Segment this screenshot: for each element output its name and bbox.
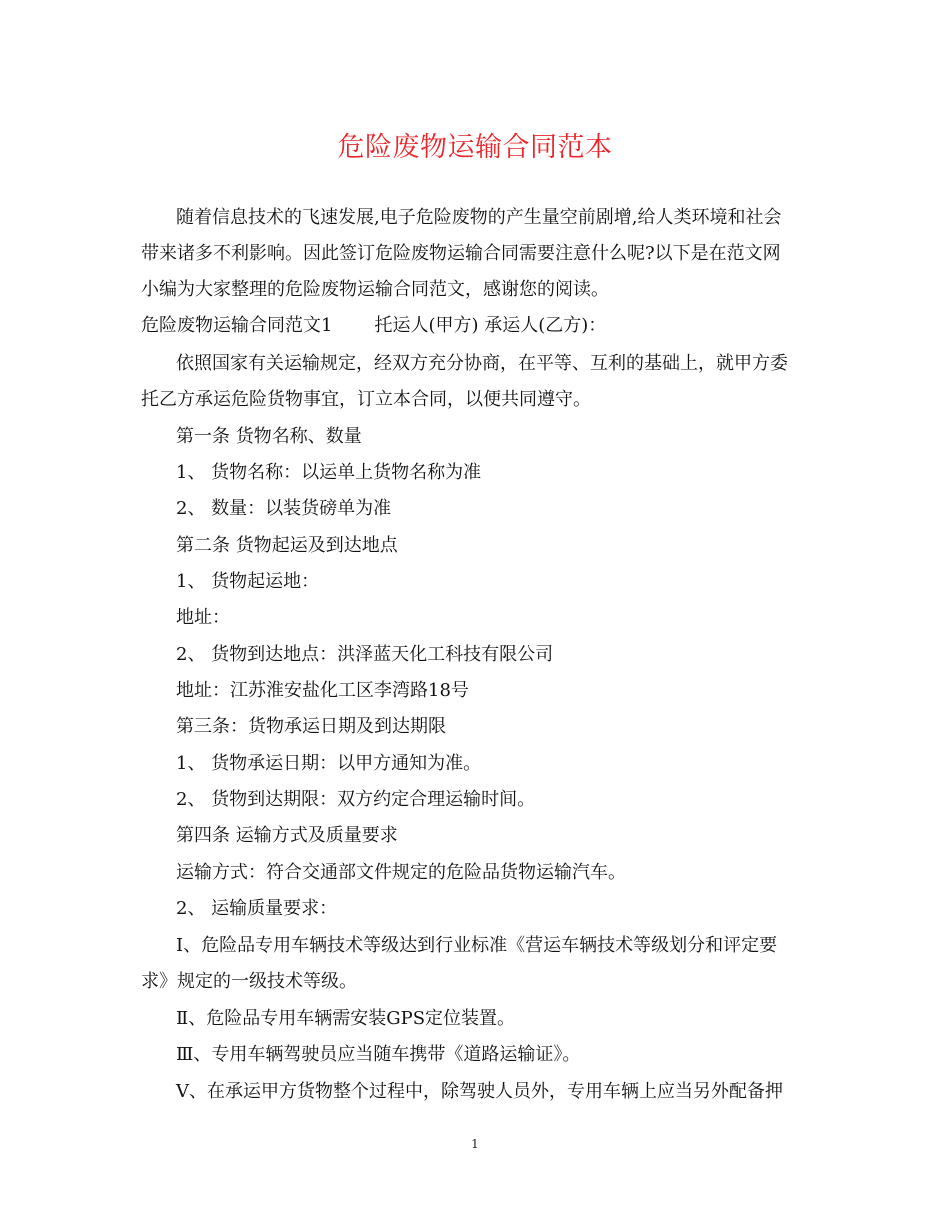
requirement-1-line-2: 求》规定的一级技术等级。 — [141, 971, 357, 992]
document-title: 危险废物运输合同范本 — [337, 132, 613, 163]
article-1-item-2: 2、 数量：以装货磅单为准 — [176, 498, 392, 519]
preamble-line-1: 依照国家有关运输规定，经双方充分协商，在平等、互利的基础上，就甲方委 — [176, 353, 788, 374]
sample-heading: 危险废物运输合同范文1 — [141, 315, 333, 336]
intro-line-3: 小编为大家整理的危险废物运输合同范文，感谢您的阅读。 — [141, 279, 609, 300]
article-3-item-2: 2、 货物到达期限：双方约定合理运输时间。 — [176, 789, 536, 810]
origin-address: 地址： — [176, 607, 230, 628]
parties-line: 托运人(甲方) 承运人(乙方)： — [374, 315, 607, 336]
article-4-heading: 第四条 运输方式及质量要求 — [176, 825, 398, 846]
intro-line-2: 带来诸多不利影响。因此签订危险废物运输合同需要注意什么呢?以下是在范文网 — [141, 243, 781, 264]
intro-line-1: 随着信息技术的飞速发展,电子危险废物的产生量空前剧增,给人类环境和社会 — [176, 207, 782, 228]
article-1-heading: 第一条 货物名称、数量 — [176, 426, 362, 447]
article-2-item-2: 2、 货物到达地点：洪泽蓝天化工科技有限公司 — [176, 644, 554, 665]
destination-address: 地址：江苏淮安盐化工区李湾路18号 — [176, 680, 469, 701]
article-2-item-1: 1、 货物起运地： — [176, 571, 320, 592]
requirement-1-line-1: I、危险品专用车辆技术等级达到行业标准《营运车辆技术等级划分和评定要 — [176, 935, 778, 956]
requirement-5: V、在承运甲方货物整个过程中，除驾驶人员外，专用车辆上应当另外配备押 — [176, 1081, 783, 1102]
quality-requirements: 2、 运输质量要求： — [176, 898, 338, 919]
article-3-item-1: 1、 货物承运日期：以甲方通知为准。 — [176, 753, 482, 774]
article-1-item-1: 1、 货物名称：以运单上货物名称为准 — [176, 462, 482, 483]
requirement-3: Ⅲ、专用车辆驾驶员应当随车携带《道路运输证》。 — [176, 1044, 581, 1065]
preamble-line-2: 托乙方承运危险货物事宜，订立本合同，以便共同遵守。 — [141, 389, 591, 410]
article-3-heading: 第三条：货物承运日期及到达期限 — [176, 716, 446, 737]
requirement-2: Ⅱ、危险品专用车辆需安装GPS定位装置。 — [176, 1008, 516, 1029]
sample-heading-line — [141, 314, 606, 338]
transport-method: 运输方式：符合交通部文件规定的危险品货物运输汽车。 — [176, 862, 626, 883]
page-number: 1 — [471, 1137, 479, 1151]
article-2-heading: 第二条 货物起运及到达地点 — [176, 535, 398, 556]
